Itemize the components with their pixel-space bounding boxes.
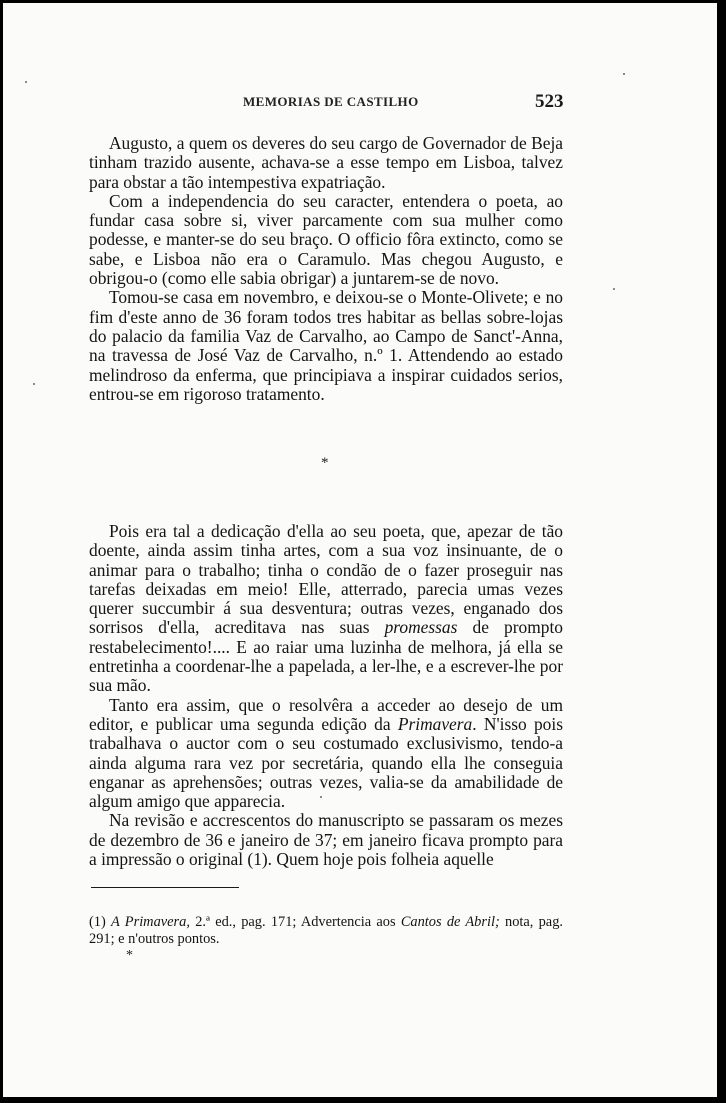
speck	[33, 383, 35, 385]
text-block-top	[89, 134, 563, 404]
text-run: 2.ª ed., pag. 171; Advertencia aos	[189, 914, 401, 930]
section-break-asterisk: *	[321, 455, 329, 471]
speck	[320, 796, 322, 798]
text-run: de prompto restabelecimento!.... E ao raiar uma luzinha de melhora, já ella se entretinha a coordenar-lhe a papelada, a ler-lhe, e a escrever-lhe por sua mão.	[89, 617, 563, 696]
text-run: nota, pag. 291; e n'outros pontos.	[89, 914, 563, 947]
paragraph: Augusto, a quem os deveres do seu cargo de Governador de Beja tinham trazido ausente, achava-se a esse tempo em Lisboa, talvez para obstar a tão intempestiva expatriação.	[89, 133, 563, 192]
text-run: Pois era tal a dedicação d'ella ao seu poeta, que, apezar de tão doente, ainda assim tinha artes, com a sua voz insinuante, de o animar para o trabalho; tinha o condão de o fazer proseguir nas tarefas deixadas em meio! Elle, atterrado, parecia umas vezes querer succumbir á sua desventura; outras vezes, enganado dos sorrisos d'ella, acreditava nas suas	[89, 521, 563, 638]
paragraph	[89, 696, 563, 812]
footnote-marker: (1)	[89, 914, 106, 930]
italic-text: promessas	[384, 617, 458, 638]
running-title: MEMORIAS DE CASTILHO	[243, 94, 419, 109]
text-run: . N'isso pois trabalhava o auctor com o seu costumado exclusivismo, tendo-a ainda alguma rara vez por secretária, quando ella lhe conseguia enganar as aprehensões; outras vezes, valia-se da amabilidade de algum amigo que apparecia.	[89, 713, 563, 812]
footnote	[89, 914, 563, 948]
text-run: Tanto era assim, que o resolvêra a acceder ao desejo de um editor, e publicar uma segunda edição da	[89, 694, 563, 734]
footnote-asterisk: *	[126, 948, 133, 963]
speck	[25, 81, 27, 83]
footnote-rule	[91, 887, 239, 888]
book-page	[3, 3, 717, 1097]
paragraph	[89, 522, 563, 696]
speck	[623, 73, 625, 75]
page-number: 523	[535, 91, 564, 112]
italic-text: Cantos de Abril;	[400, 914, 500, 930]
italic-text: A Primavera,	[111, 914, 190, 930]
footnote-text	[89, 914, 563, 948]
paragraph: Na revisão e accrescentos do manuscripto se passaram os mezes de dezembro de 36 e janeiro de 37; em janeiro ficava prompto para a impressão o original (1). Quem hoje pois folheia aquelle	[89, 810, 563, 870]
text-block-bottom	[89, 522, 563, 869]
paragraph: Com a independencia do seu caracter, entendera o poeta, ao fundar casa sobre si, viver parcamente com sua mulher como podesse, e manter-se do seu braço. O officio fôra extincto, como se sabe, e Lisboa não era o Caramulo. Mas chegou Augusto, e obrigou-o (como elle sabia obrigar) a juntarem-se de novo.	[89, 190, 563, 289]
italic-text: Primavera	[397, 713, 473, 734]
speck	[613, 288, 615, 290]
paragraph: Tomou-se casa em novembro, e deixou-se o Monte-Olivete; e no fim d'este anno de 36 foram todos tres habitar as bellas sobre-lojas do palacio da familia Vaz de Carvalho, ao Campo de Sanct'-Anna, na travessa de José Vaz de Carvalho, n.º 1. Attendendo ao estado melindroso da enferma, que principiava a inspirar cuidados serios, entrou-se em rigoroso tratamento.	[89, 287, 563, 404]
